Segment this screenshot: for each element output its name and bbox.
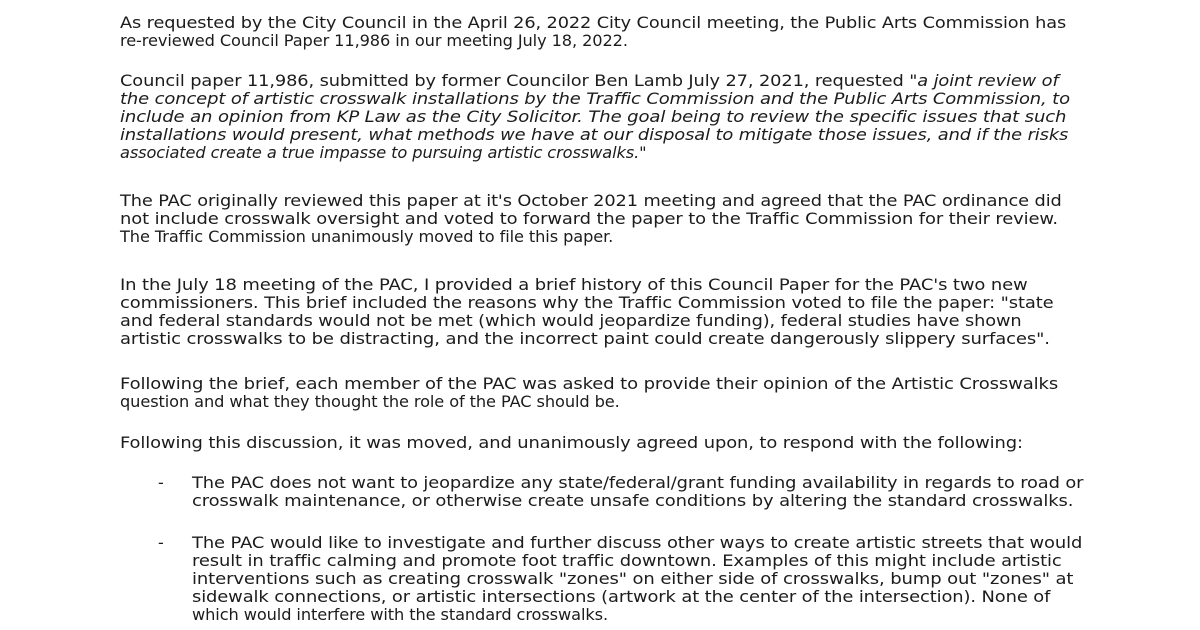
text-line [120, 72, 1059, 90]
text-line: sidewalk connections, or artistic intersections (artwork at the center of the intersection). None of [192, 587, 1051, 606]
quoted-text-line: the concept of artistic crosswalk installations by the Traffic Commission and the Public Arts Commission, to [120, 89, 1070, 108]
text-span: Council paper 11,986, submitted by former Councilor Ben Lamb July 27, 2021, requested [120, 71, 910, 90]
text-line: As requested by the City Council in the April 26, 2022 City Council meeting, the Public Arts Commission has [120, 13, 1067, 32]
text-line: commissioners. This brief included the reasons why the Traffic Commission voted to file the paper: "state [120, 293, 1054, 312]
text-line: result in traffic calming and promote foot traffic downtown. Examples of this might include artistic [192, 551, 1062, 570]
quoted-text: "a joint review of [909, 71, 1059, 90]
text-line: interventions such as creating crosswalk "zones" on either side of crosswalks, bump out "zones" at [192, 569, 1074, 588]
text-line: which would interfere with the standard crosswalks. [192, 605, 609, 624]
text-line: The PAC originally reviewed this paper at it's October 2021 meeting and agreed that the PAC ordinance did [120, 191, 1062, 210]
dash-bullet-icon: - [158, 473, 164, 492]
text-line: In the July 18 meeting of the PAC, I provided a brief history of this Council Paper for the PAC's two new [120, 275, 1028, 294]
text-line: crosswalk maintenance, or otherwise create unsafe conditions by altering the standard crosswalks. [192, 491, 1074, 510]
text-line: re-reviewed Council Paper 11,986 in our meeting July 18, 2022. [120, 31, 628, 50]
quoted-text-line: associated create a true impasse to pursuing artistic crosswalks." [120, 143, 647, 162]
quoted-text-line: include an opinion from KP Law as the City Solicitor. The goal being to review the specific issues that such [120, 107, 1067, 126]
text-line: not include crosswalk oversight and voted to forward the paper to the Traffic Commission for their review. [120, 209, 1058, 228]
text-line: The Traffic Commission unanimously moved to file this paper. [120, 227, 614, 246]
text-line: and federal standards would not be met (which would jeopardize funding), federal studies have shown [120, 311, 1022, 330]
text-line: Following the brief, each member of the PAC was asked to provide their opinion of the Artistic Crosswalks [120, 374, 1059, 393]
text-line: question and what they thought the role of the PAC should be. [120, 392, 620, 411]
text-line: The PAC would like to investigate and further discuss other ways to create artistic streets that would [192, 533, 1083, 552]
text-line: Following this discussion, it was moved, and unanimously agreed upon, to respond with the following: [120, 433, 1023, 452]
quoted-text-line: installations would present, what methods we have at our disposal to mitigate those issues, and if the risks [120, 125, 1069, 144]
text-line: The PAC does not want to jeopardize any state/federal/grant funding availability in regards to road or [192, 473, 1084, 492]
dash-bullet-icon: - [158, 533, 164, 552]
text-line: artistic crosswalks to be distracting, and the incorrect paint could create dangerously slippery surfaces". [120, 329, 1050, 348]
